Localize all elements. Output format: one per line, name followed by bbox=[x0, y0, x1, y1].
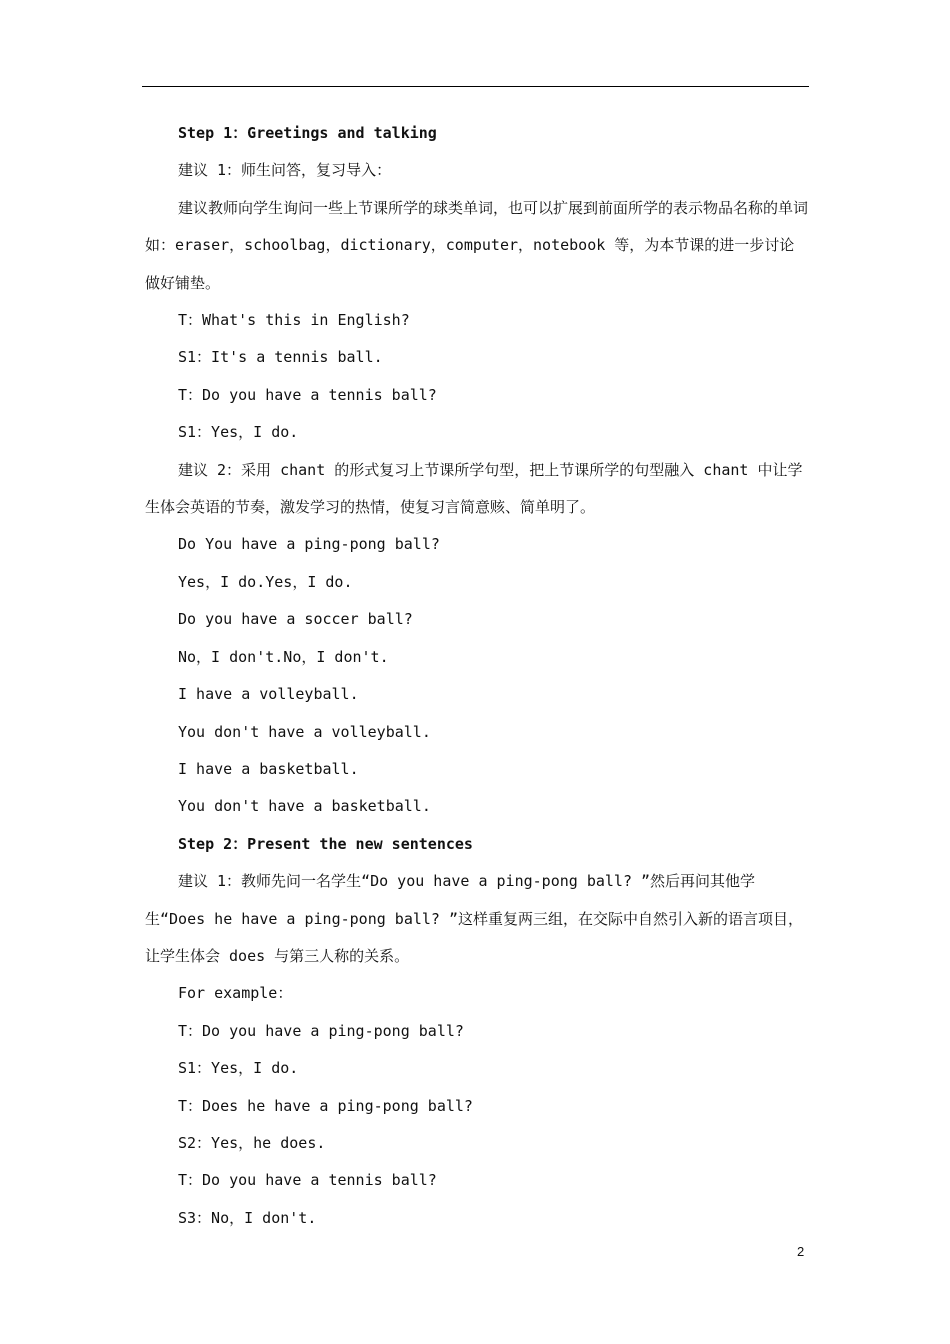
header-rule bbox=[142, 86, 809, 87]
chant-line: Do you have a soccer ball? bbox=[178, 610, 413, 629]
dialog-line: T：Do you have a tennis ball? bbox=[178, 385, 437, 404]
dialog-line: S1：Yes，I do. bbox=[178, 423, 299, 442]
step2-suggestion1-body: 建议 1：教师先问一名学生“Do you have a ping-pong ball? ”然后再问其他学生“Does he have a ping-pong ball? ”这样重复两三组，在交际中自然引入新的语言项目，让学生体会 does 与第三人称的关系。 bbox=[145, 872, 804, 965]
chant-line: You don't have a volleyball. bbox=[178, 722, 431, 741]
chant-line: I have a basketball. bbox=[178, 759, 359, 778]
dialog-line: T：Do you have a tennis ball? bbox=[178, 1171, 437, 1190]
chant-line: I have a volleyball. bbox=[178, 685, 359, 704]
dialog-line: T：Do you have a ping-pong ball? bbox=[178, 1021, 464, 1040]
dialog-line: T：Does he have a ping-pong ball? bbox=[178, 1096, 473, 1115]
example-label: For example： bbox=[178, 984, 293, 1003]
chant-line: Do You have a ping-pong ball? bbox=[178, 535, 440, 554]
step1-heading: Step 1：Greetings and talking bbox=[178, 124, 437, 142]
dialog-line: T：What's this in English? bbox=[178, 311, 410, 330]
chant-line: Yes，I do.Yes，I do. bbox=[178, 572, 353, 591]
chant-line: You don't have a basketball. bbox=[178, 797, 431, 816]
step1-suggestion1-label: 建议 1：师生问答，复习导入： bbox=[178, 161, 392, 180]
dialog-line: S2：Yes，he does. bbox=[178, 1133, 326, 1152]
chant-line: No，I don't.No，I don't. bbox=[178, 647, 389, 666]
dialog-line: S1：Yes，I do. bbox=[178, 1059, 299, 1078]
step1-suggestion1-body: 建议教师向学生询问一些上节课所学的球类单词，也可以扩展到前面所学的表示物品名称的单词如：eraser，schoolbag，dictionary，computer，notebook 等，为本节课的进一步讨论做好铺垫。 bbox=[145, 198, 809, 292]
page-number: 2 bbox=[797, 1244, 805, 1259]
dialog-line: S3：No，I don't. bbox=[178, 1208, 317, 1227]
step1-suggestion2-body: 建议 2：采用 chant 的形式复习上节课所学句型，把上节课所学的句型融入 chant 中让学生体会英语的节奏，激发学习的热情，使复习言简意赅、简单明了。 bbox=[145, 460, 803, 517]
dialog-line: S1：It's a tennis ball. bbox=[178, 348, 383, 367]
document-body bbox=[145, 115, 809, 1237]
step2-heading: Step 2：Present the new sentences bbox=[178, 834, 473, 853]
